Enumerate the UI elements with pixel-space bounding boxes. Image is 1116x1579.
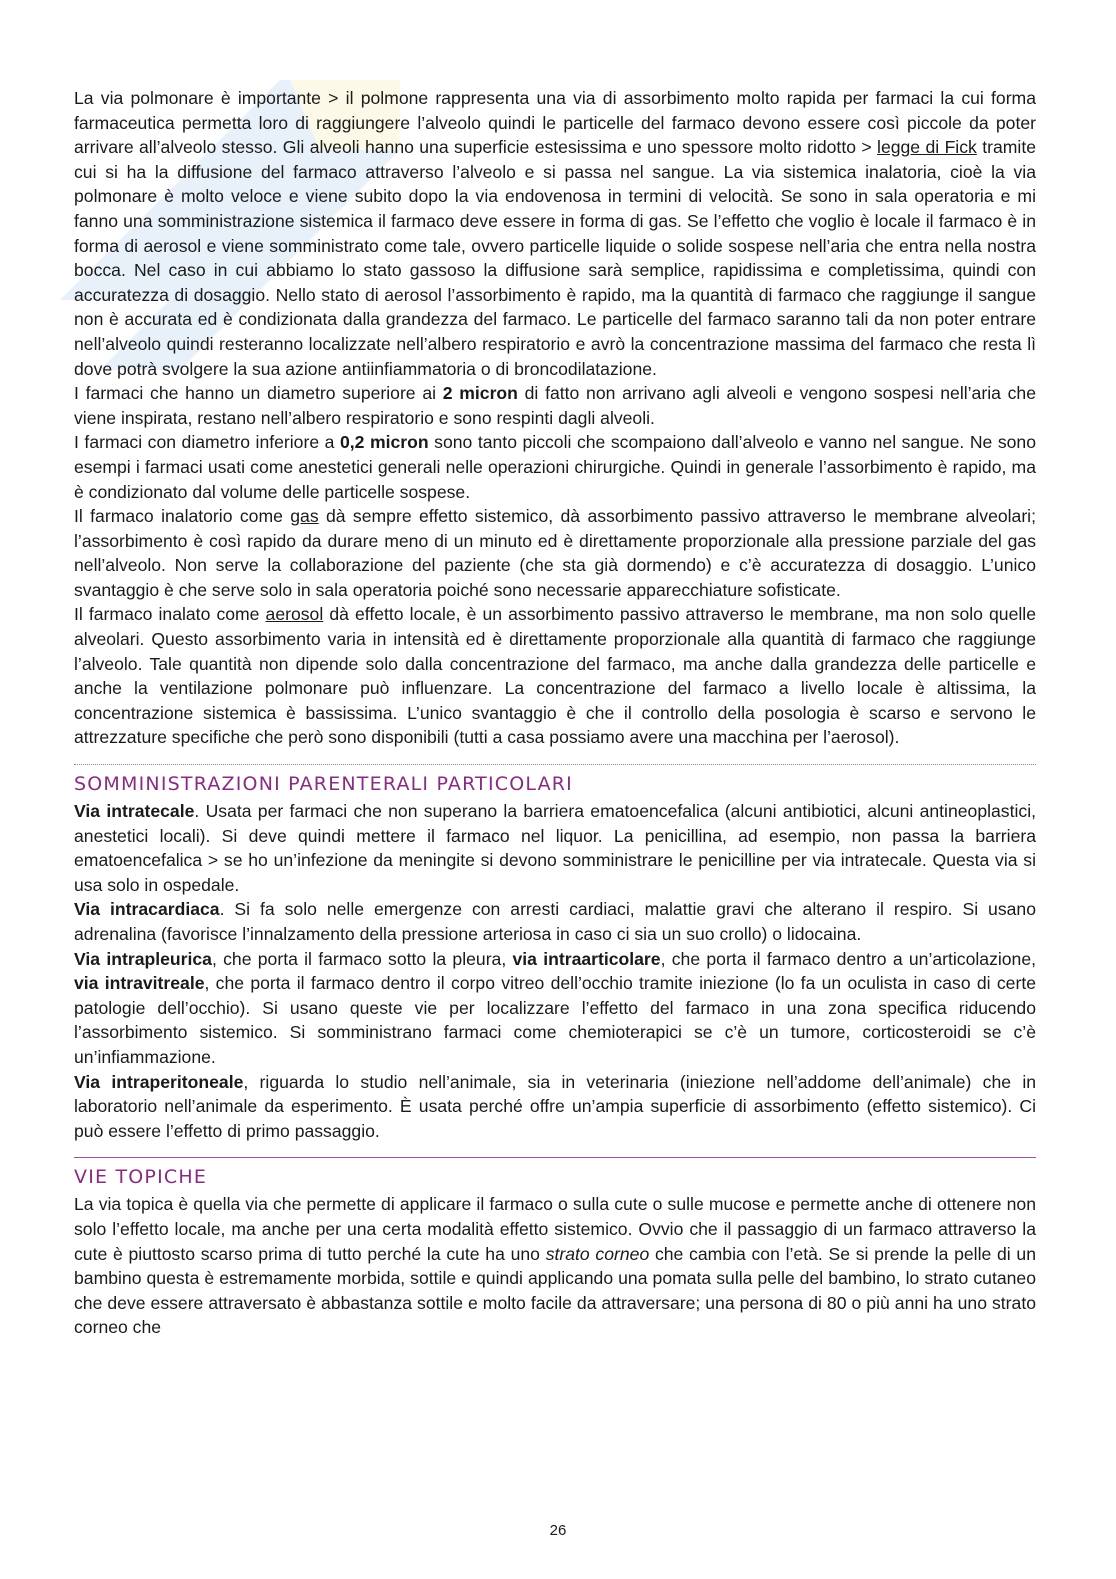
text-run: dà sempre effetto sistemico, dà assorbimento passivo attraverso le membrane alveolari; l’assorbimento è così rapido da durare meno di un minuto ed è direttamente proporzionale alla pressione parziale del gas nell’alveolo. Non serve la collaborazione del paziente (che sta già dormendo) e c’è accuratezza di dosaggio. L’unico svantaggio è che serve solo in sala operatoria poiché sono necessarie apparecchiature sofisticate. [74, 506, 1036, 600]
text-run: I farmaci con diametro inferiore a [74, 432, 340, 453]
text-run: dà effetto locale, è un assorbimento passivo attraverso le membrane, ma non solo quelle alveolari. Questo assorbimento varia in intensità ed è direttamente proporzionale alla quantità di farmaco che raggiunge l’alveolo. Tale quantità non dipende solo dalla concentrazione del farmaco, ma anche dalla grandezza delle particelle e anche la ventilazione polmonare può influenzare. La concentrazione del farmaco a livello locale è altissima, la concentrazione sistemica è bassissima. L’unico svantaggio è che il controllo della posologia è scarso e servono le attrezzature specifiche che però sono disponibili (tutti a casa possiamo avere una macchina per l’aerosol). [74, 604, 1036, 748]
text-run: , che porta il farmaco sotto la pleura, [211, 948, 513, 969]
text-run: La via polmonare è importante > il polmone rappresenta una via di assorbimento molto rapida per farmaci la cui forma farmaceutica permetta loro di raggiungere l’alveolo quindi le particelle del farmaco devono essere così piccole da poter arrivare all’alveolo stesso. Gli alveoli hanno una superficie estesissima e uno spessore molto ridotto > [74, 88, 1036, 158]
paragraph-via-topica [74, 1192, 1036, 1340]
section-divider [74, 764, 1036, 765]
link-legge-di-fick: legge di Fick [877, 137, 977, 158]
paragraph-0-2-micron [74, 430, 1036, 504]
paragraph-via-polmonare [74, 86, 1036, 381]
section-heading-vie-topiche: VIE TOPICHE [74, 1166, 208, 1189]
paragraph-gas [74, 504, 1036, 602]
paragraph-intracardiaca [74, 897, 1036, 946]
text-run: che cambia con l’età. Se si prende la pelle di un bambino questa è estremamente morbida, sottile e quindi applicando una pomata sulla pelle del bambino, lo strato cutaneo che deve essere attraversato è abbastanza sottile e molto facile da attraversare; una persona di 80 o più anni ha uno strato corneo che [74, 1243, 1036, 1338]
text-run: Il farmaco inalatorio come [74, 506, 291, 527]
paragraph-aerosol [74, 602, 1036, 750]
text-run: sono tanto piccoli che scompaiono dall’alveolo e vanno nel sangue. Ne sono esempi i farmaci usati come anestetici generali nelle operazioni chirurgiche. Quindi in generale l’assorbimento è rapido, ma è condizionato dal volume delle particelle sospese. [74, 432, 1036, 502]
paragraph-2-micron [74, 381, 1036, 430]
bold-term: Via intratecale [74, 801, 195, 822]
text-run: , che porta il farmaco dentro il corpo vitreo dell’occhio tramite iniezione (lo fa un oculista in caso di certe patologie dell’occhio). Si usano queste vie per localizzare l’effetto del farmaco in una zona specifica riducendo l’assorbimento sistemico. Si somministrano farmaci come chemioterapici se c’è un tumore, corticosteroidi se c’è un’infiammazione. [74, 973, 1036, 1067]
bold-term: Via intrapleurica [74, 948, 212, 969]
bold-term: Via intraperitoneale [74, 1071, 244, 1092]
text-run: tramite cui si ha la diffusione del farmaco attraverso l’alveolo e si passa nel sangue. La via sistemica inalatoria, cioè la via polmonare è molto veloce e viene subito dopo la via endovenosa in termini di velocità. Se sono in sala operatoria e mi fanno una somministrazione sistemica il farmaco deve essere in forma di gas. Se l’effetto che voglio è locale il farmaco è in forma di aerosol e viene somministrato come tale, ovvero particelle liquide o solide sospese nell’aria che entra nella nostra bocca. Nel caso in cui abbiamo lo stato gassoso la diffusione sarà semplice, rapidissima e completissima, quindi con accuratezza di dosaggio. Nello stato di aerosol l’assorbimento è rapido, ma la quantità di farmaco che raggiunge il sangue non è accurata ed è condizionata dalla grandezza del farmaco. Le particelle del farmaco saranno tali da non poter entrare nell’alveolo quindi resteranno localizzate nell’albero respiratorio e avrò la concentrazione massima del farmaco che resta lì dove potrà svolgere la sua azione antiinfiammatoria o di broncodilatazione. [74, 137, 1036, 379]
text-run: . Usata per farmaci che non superano la barriera ematoencefalica (alcuni antibiotici, alcuni antineoplastici, anestetici locali). Si deve quindi mettere il farmaco nel liquor. La penicillina, ad esempio, non passa la barriera ematoencefalica > se ho un’infezione da meningite si devono somministrare le penicilline per via intratecale. Questa via si usa solo in ospedale. [74, 801, 1036, 895]
text-run: La via topica è quella via che permette di applicare il farmaco o sulla cute o sulle mucose e permette anche di ottenere non solo l’effetto locale, ma anche per una certa modalità effetto sistemico. Ovvio che il passaggio di un farmaco attraverso la cute è piuttosto scarso prima di tutto perché la cute ha uno [74, 1194, 1036, 1264]
italic-term: strato corneo [545, 1243, 650, 1264]
underlined-term: aerosol [265, 604, 324, 625]
bold-term: 2 micron [442, 383, 518, 404]
page-number: 26 [549, 1522, 567, 1539]
paragraph-intraperitoneale [74, 1070, 1036, 1144]
document-page [74, 86, 1036, 1340]
text-run: Il farmaco inalato come [74, 604, 266, 625]
section-divider [74, 1157, 1036, 1158]
bold-term: via intraarticolare [512, 948, 661, 969]
text-run: , che porta il farmaco dentro a un’articolazione, [660, 948, 1037, 969]
bold-term: via intravitreale [74, 973, 205, 994]
underlined-term: gas [290, 506, 319, 527]
bold-term: Via intracardiaca [74, 899, 220, 920]
bold-term: 0,2 micron [339, 432, 429, 453]
text-run: . Si fa solo nelle emergenze con arresti cardiaci, malattie gravi che alterano il respiro. Si usano adrenalina (favorisce l’innalzamento della pressione arteriosa in caso ci sia un suo crollo) o lidocaina. [74, 899, 1036, 944]
section-heading-parenterali: SOMMINISTRAZIONI PARENTERALI PARTICOLARI [74, 773, 573, 796]
paragraph-intratecale [74, 799, 1036, 897]
text-run: , riguarda lo studio nell’animale, sia in veterinaria (iniezione nell’addome dell’animale) che in laboratorio nell’animale da esperimento. È usata perché offre un’ampia superficie di assorbimento (effetto sistemico). Ci può essere l’effetto di primo passaggio. [74, 1071, 1037, 1141]
text-run: di fatto non arrivano agli alveoli e vengono sospesi nell’aria che viene inspirata, restano nell’albero respiratorio e sono respinti dagli alveoli. [74, 383, 1036, 428]
paragraph-intrapleurica [74, 947, 1036, 1070]
text-run: I farmaci che hanno un diametro superiore ai [74, 383, 443, 404]
